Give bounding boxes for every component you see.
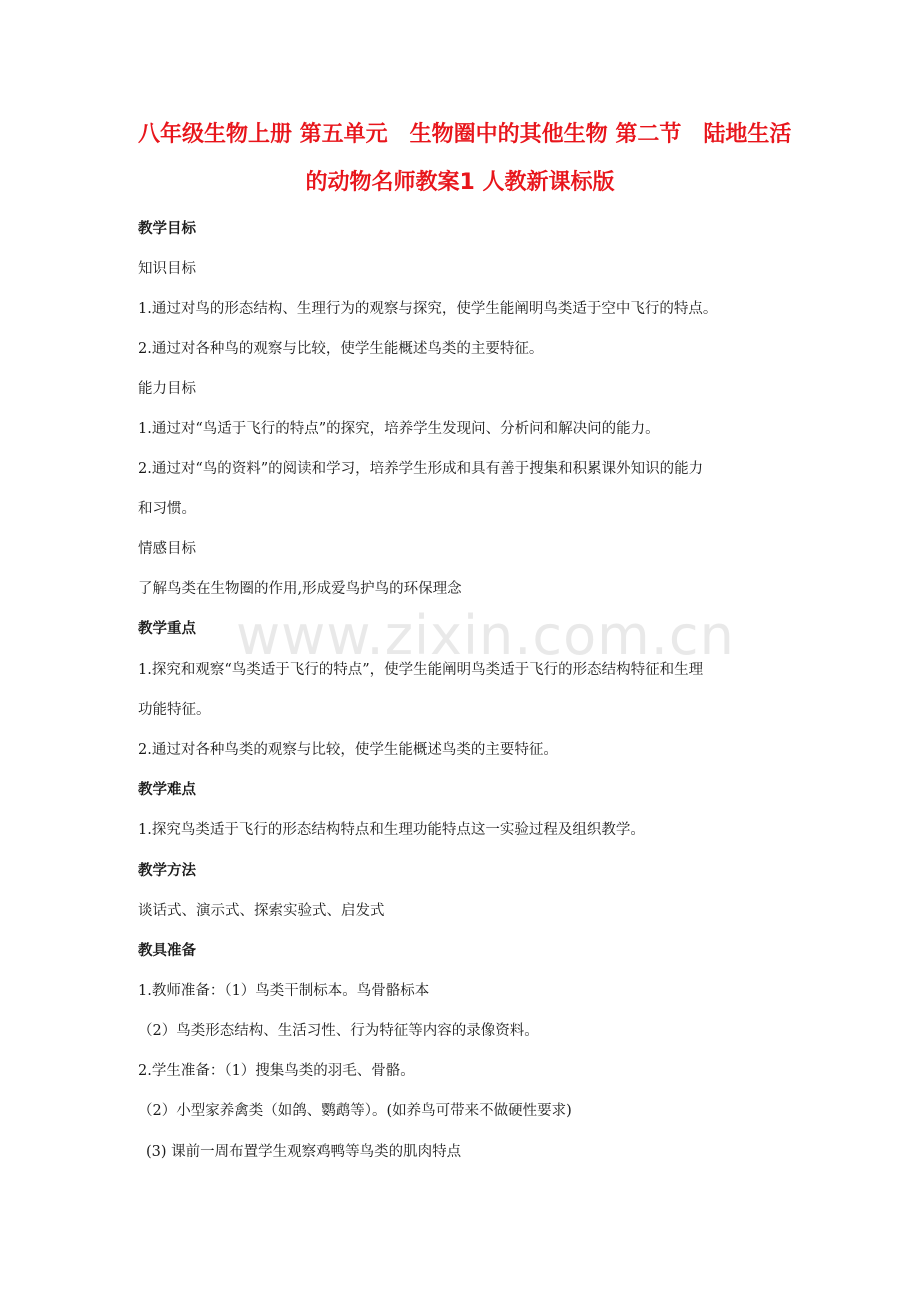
paragraph-line: 功能特征。 bbox=[138, 702, 211, 718]
subheading-knowledge-goals: 知识目标 bbox=[138, 261, 196, 277]
subheading-ability-goals: 能力目标 bbox=[138, 381, 196, 397]
paragraph-line: （2）鸟类形态结构、生活习性、行为特征等内容的录像资料。 bbox=[138, 1023, 539, 1039]
section-heading-teaching-goals: 教学目标 bbox=[138, 221, 196, 237]
document-title-line-1: 八年级生物上册 第五单元 生物圈中的其他生物 第二节 陆地生活 bbox=[138, 122, 792, 147]
paragraph-line: 1.探究和观察“鸟类适于飞行的特点”，使学生能阐明鸟类适于飞行的形态结构特征和生理 bbox=[138, 662, 704, 678]
section-heading-materials: 教具准备 bbox=[138, 943, 196, 959]
watermark: www.zixin.com.cn bbox=[236, 604, 735, 667]
paragraph-line: 1.探究鸟类适于飞行的形态结构特点和生理功能特点这一实验过程及组织教学。 bbox=[138, 822, 645, 838]
paragraph-line: （2）小型家养禽类（如鸽、鹦鹉等）。(如养鸟可带来不做硬性要求) bbox=[138, 1103, 572, 1119]
section-heading-methods: 教学方法 bbox=[138, 863, 196, 879]
document-title-line-2: 的动物名师教案1 人教新课标版 bbox=[305, 170, 615, 195]
paragraph-line: 1.教师准备：（1）鸟类干制标本。鸟骨骼标本 bbox=[138, 983, 430, 999]
paragraph-line: 谈话式、演示式、探索实验式、启发式 bbox=[138, 903, 385, 919]
paragraph-line: (3) 课前一周布置学生观察鸡鸭等鸟类的肌肉特点 bbox=[146, 1144, 462, 1160]
section-heading-difficulties: 教学难点 bbox=[138, 782, 196, 798]
paragraph-line: 2.通过对各种鸟类的观察与比较，使学生能概述鸟类的主要特征。 bbox=[138, 742, 558, 758]
section-heading-key-points: 教学重点 bbox=[138, 621, 196, 637]
paragraph-line: 2.学生准备：（1）搜集鸟类的羽毛、骨骼。 bbox=[138, 1063, 415, 1079]
subheading-emotion-goals: 情感目标 bbox=[138, 541, 196, 557]
paragraph-line: 1.通过对“鸟适于飞行的特点”的探究，培养学生发现问、分析问和解决问的能力。 bbox=[138, 421, 660, 437]
paragraph-line: 了解鸟类在生物圈的作用,形成爱鸟护鸟的环保理念 bbox=[138, 581, 462, 597]
paragraph-line: 2.通过对各种鸟的观察与比较，使学生能概述鸟类的主要特征。 bbox=[138, 341, 544, 357]
paragraph-line: 1.通过对鸟的形态结构、生理行为的观察与探究，使学生能阐明鸟类适于空中飞行的特点。 bbox=[138, 301, 718, 317]
paragraph-line: 2.通过对“鸟的资料”的阅读和学习，培养学生形成和具有善于搜集和积累课外知识的能力 bbox=[138, 461, 704, 477]
paragraph-line: 和习惯。 bbox=[138, 501, 196, 517]
